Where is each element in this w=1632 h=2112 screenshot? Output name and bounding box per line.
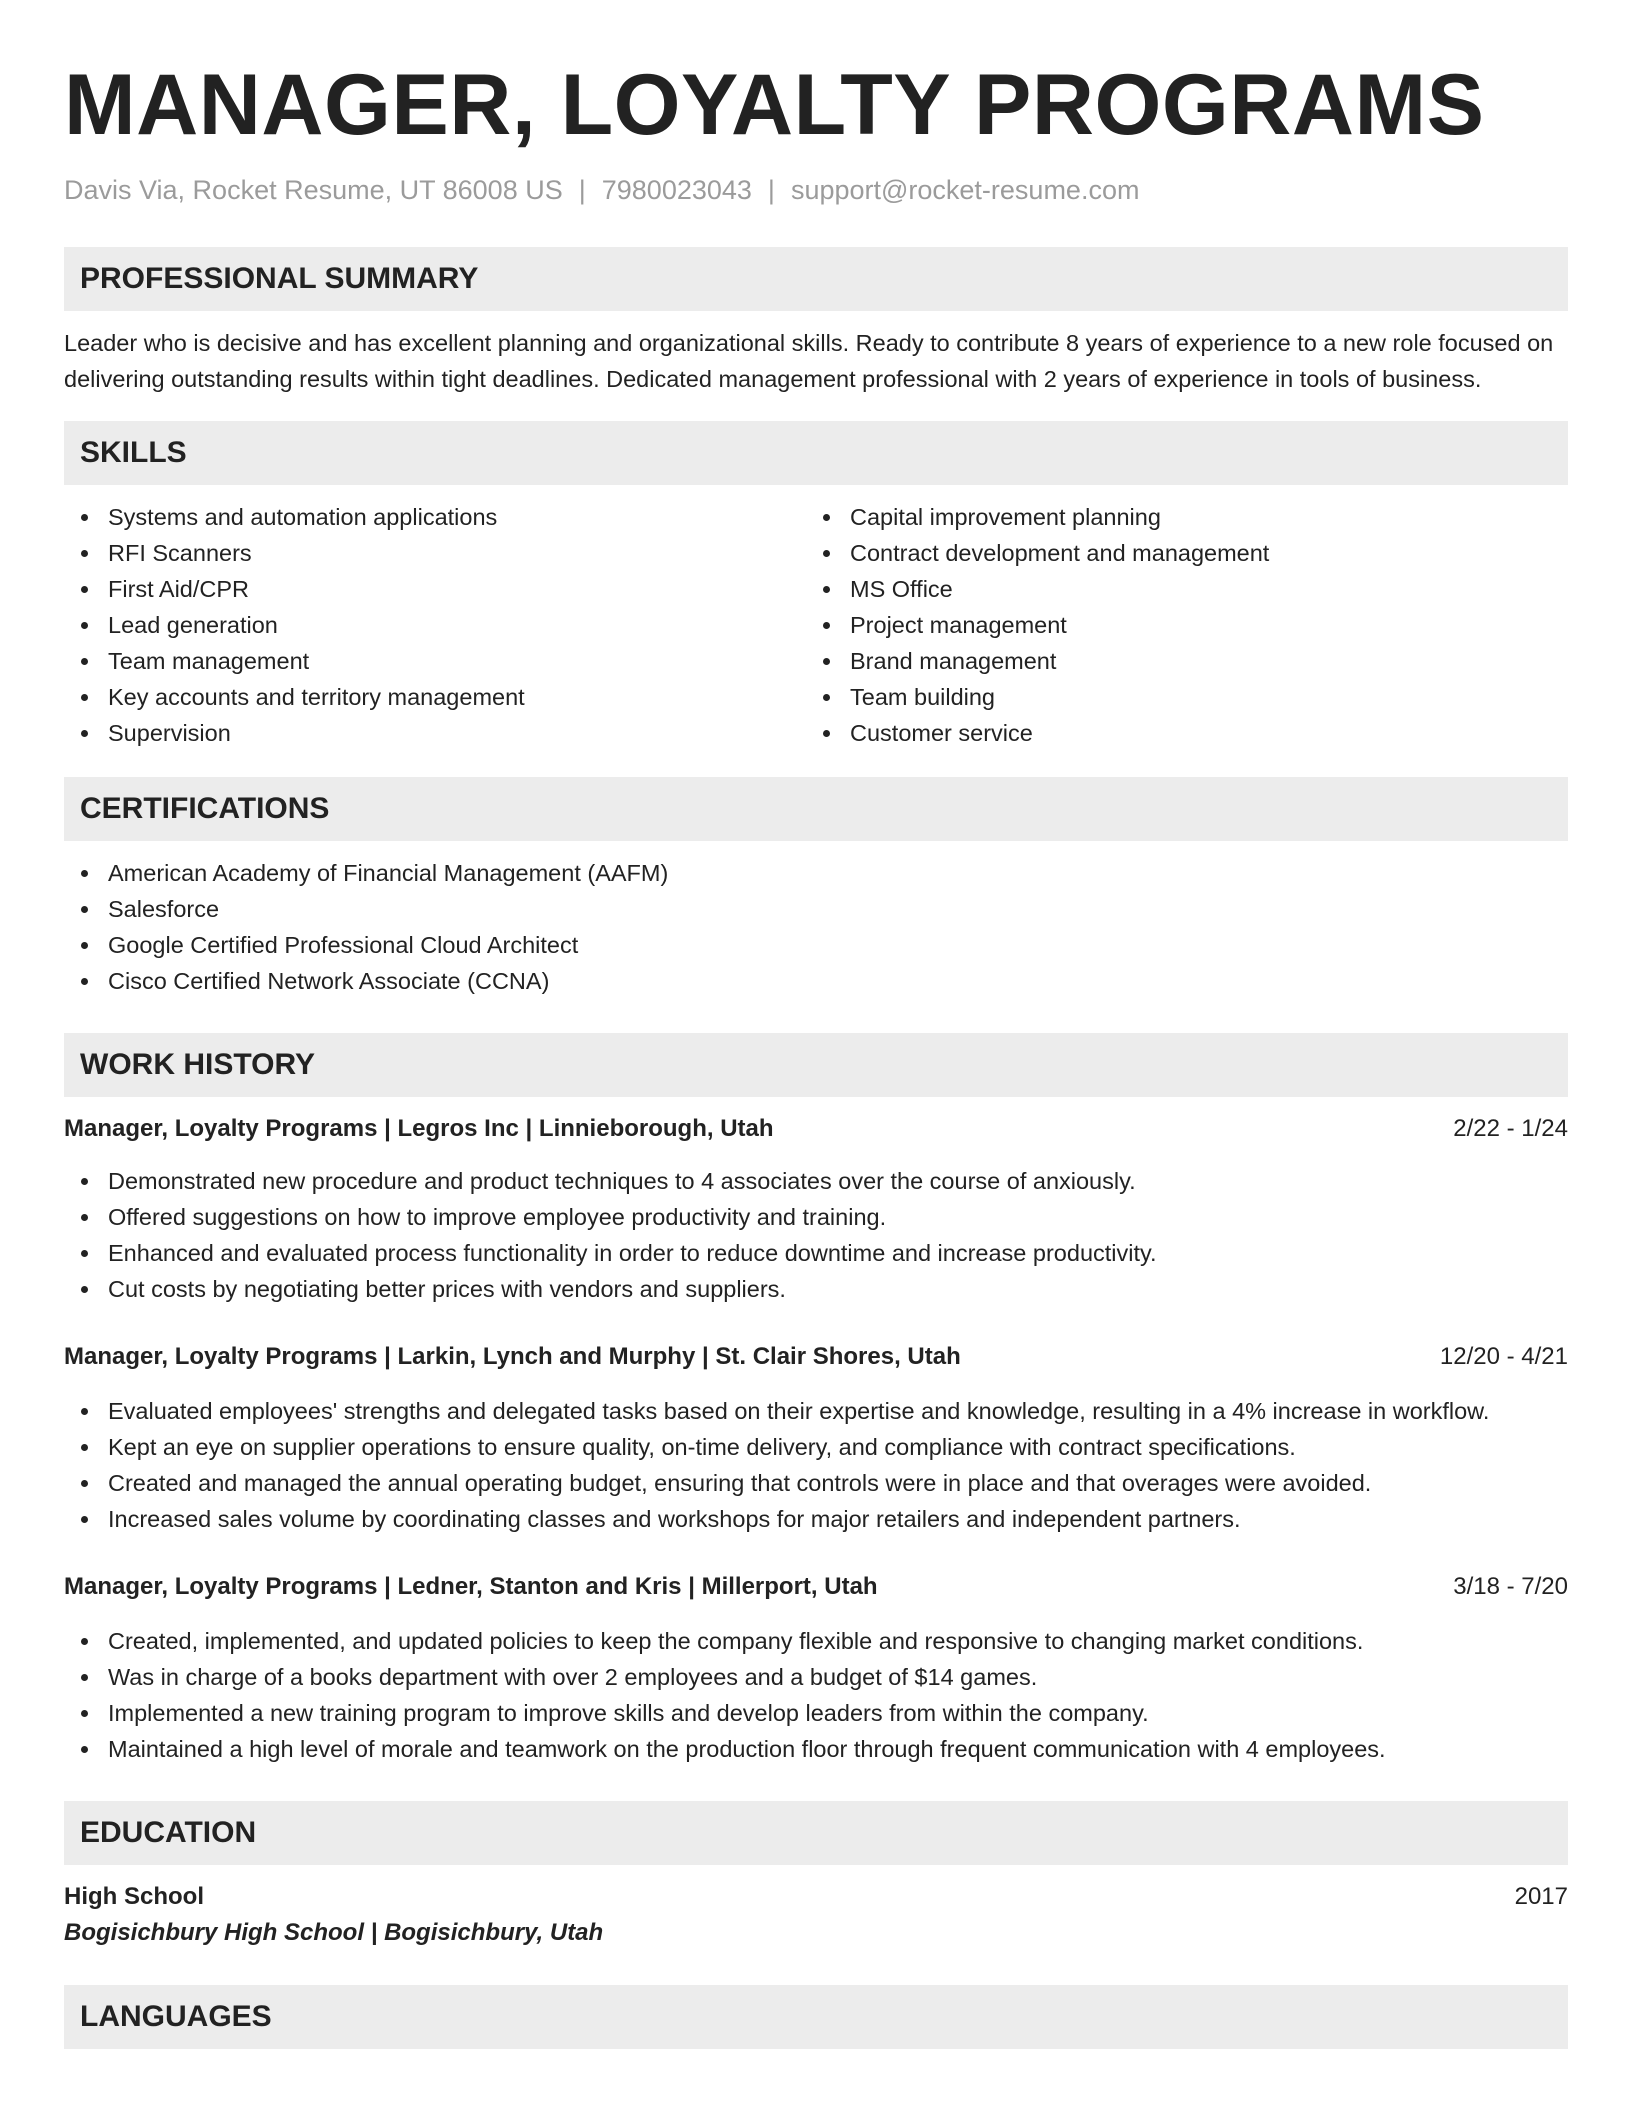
certification-item: Salesforce [64,891,1568,927]
education-heading-row [64,1879,1568,1915]
job-bullet: Demonstrated new procedure and product techniques to 4 associates over the course of anxiously. [64,1163,1568,1199]
skill-item: Systems and automation applications [64,499,806,535]
job-dates: 2/22 - 1/24 [1453,1115,1568,1142]
skill-item: Key accounts and territory management [64,679,806,715]
education-degree: High School [64,1883,204,1910]
education-year: 2017 [1514,1883,1568,1910]
section-header-languages: LANGUAGES [64,1985,1568,2049]
work-history-section [64,1033,1568,1767]
skill-item: Team building [806,679,1548,715]
skill-item: MS Office [806,571,1548,607]
job-dates: 12/20 - 4/21 [1439,1343,1568,1370]
certification-item: American Academy of Financial Management (AAFM) [64,855,1568,891]
job-bullet: Offered suggestions on how to improve employee productivity and training. [64,1199,1568,1235]
job-heading-row [64,1339,1568,1375]
job-bullets [64,1623,1568,1767]
job-bullet: Maintained a high level of morale and teamwork on the production floor through frequent communication with 4 employees. [64,1731,1568,1767]
job-heading-row [64,1569,1568,1605]
education-school: Bogisichbury High School | Bogisichbury, Utah [64,1919,604,1946]
job-bullet: Created, implemented, and updated policies to keep the company flexible and responsive to changing market conditions. [64,1623,1568,1659]
skills-right-column [806,499,1548,751]
resume-page [64,0,1568,2049]
job-title: Manager, Loyalty Programs | Larkin, Lynch and Murphy | St. Clair Shores, Utah [64,1343,961,1370]
job-bullet: Was in charge of a books department with over 2 employees and a budget of $14 games. [64,1659,1568,1695]
skill-item: Brand management [806,643,1548,679]
skill-item: Team management [64,643,806,679]
job-bullet: Enhanced and evaluated process functionality in order to reduce downtime and increase productivity. [64,1235,1568,1271]
certifications-section [64,777,1568,999]
job-bullets [64,1393,1568,1537]
section-header-certifications: CERTIFICATIONS [64,777,1568,841]
skill-item: RFI Scanners [64,535,806,571]
job-bullet: Implemented a new training program to improve skills and develop leaders from within the company. [64,1695,1568,1731]
section-header-work-history: WORK HISTORY [64,1033,1568,1097]
skill-item: Lead generation [64,607,806,643]
job-entry [64,1569,1568,1767]
education-section [64,1801,1568,1951]
job-bullet: Increased sales volume by coordinating classes and workshops for major retailers and independent partners. [64,1501,1568,1537]
contact-separator: | [578,175,586,205]
skill-item: First Aid/CPR [64,571,806,607]
contact-email: support@rocket-resume.com [790,175,1140,205]
certification-item: Google Certified Professional Cloud Architect [64,927,1568,963]
contact-separator: | [767,175,775,205]
job-bullet: Created and managed the annual operating budget, ensuring that controls were in place and that overages were avoided. [64,1465,1568,1501]
certifications-list [64,855,1568,999]
summary-section [64,247,1568,397]
resume-name: MANAGER, LOYALTY PROGRAMS [64,57,1485,153]
job-title: Manager, Loyalty Programs | Legros Inc | Linnieborough, Utah [64,1115,774,1142]
skill-item: Customer service [806,715,1548,751]
skill-item: Capital improvement planning [806,499,1548,535]
skills-section [64,421,1568,751]
skills-grid [64,499,1568,751]
skills-left-column [64,499,806,751]
contact-phone: 7980023043 [601,175,752,205]
skill-item: Project management [806,607,1548,643]
job-title: Manager, Loyalty Programs | Ledner, Stanton and Kris | Millerport, Utah [64,1573,878,1600]
job-entry [64,1111,1568,1307]
section-header-summary: PROFESSIONAL SUMMARY [64,247,1568,311]
skill-item: Contract development and management [806,535,1548,571]
contact-line [64,173,1568,207]
job-bullets [64,1163,1568,1307]
job-dates: 3/18 - 7/20 [1453,1573,1568,1600]
job-entry [64,1339,1568,1537]
section-header-education: EDUCATION [64,1801,1568,1865]
job-bullet: Kept an eye on supplier operations to ensure quality, on-time delivery, and compliance with contract specifications. [64,1429,1568,1465]
summary-text: Leader who is decisive and has excellent planning and organizational skills. Ready to contribute 8 years of experience to a new role focused on delivering outstanding results within tight deadlines. Dedicated management professional with 2 years of experience in tools of business. [64,330,1554,392]
contact-address: Davis Via, Rocket Resume, UT 86008 US [64,175,563,205]
job-heading-row [64,1111,1568,1147]
languages-section [64,1985,1568,2049]
skill-item: Supervision [64,715,806,751]
certification-item: Cisco Certified Network Associate (CCNA) [64,963,1568,999]
section-header-skills: SKILLS [64,421,1568,485]
job-bullet: Cut costs by negotiating better prices with vendors and suppliers. [64,1271,1568,1307]
job-bullet: Evaluated employees' strengths and delegated tasks based on their expertise and knowledge, resulting in a 4% increase in workflow. [64,1393,1568,1429]
